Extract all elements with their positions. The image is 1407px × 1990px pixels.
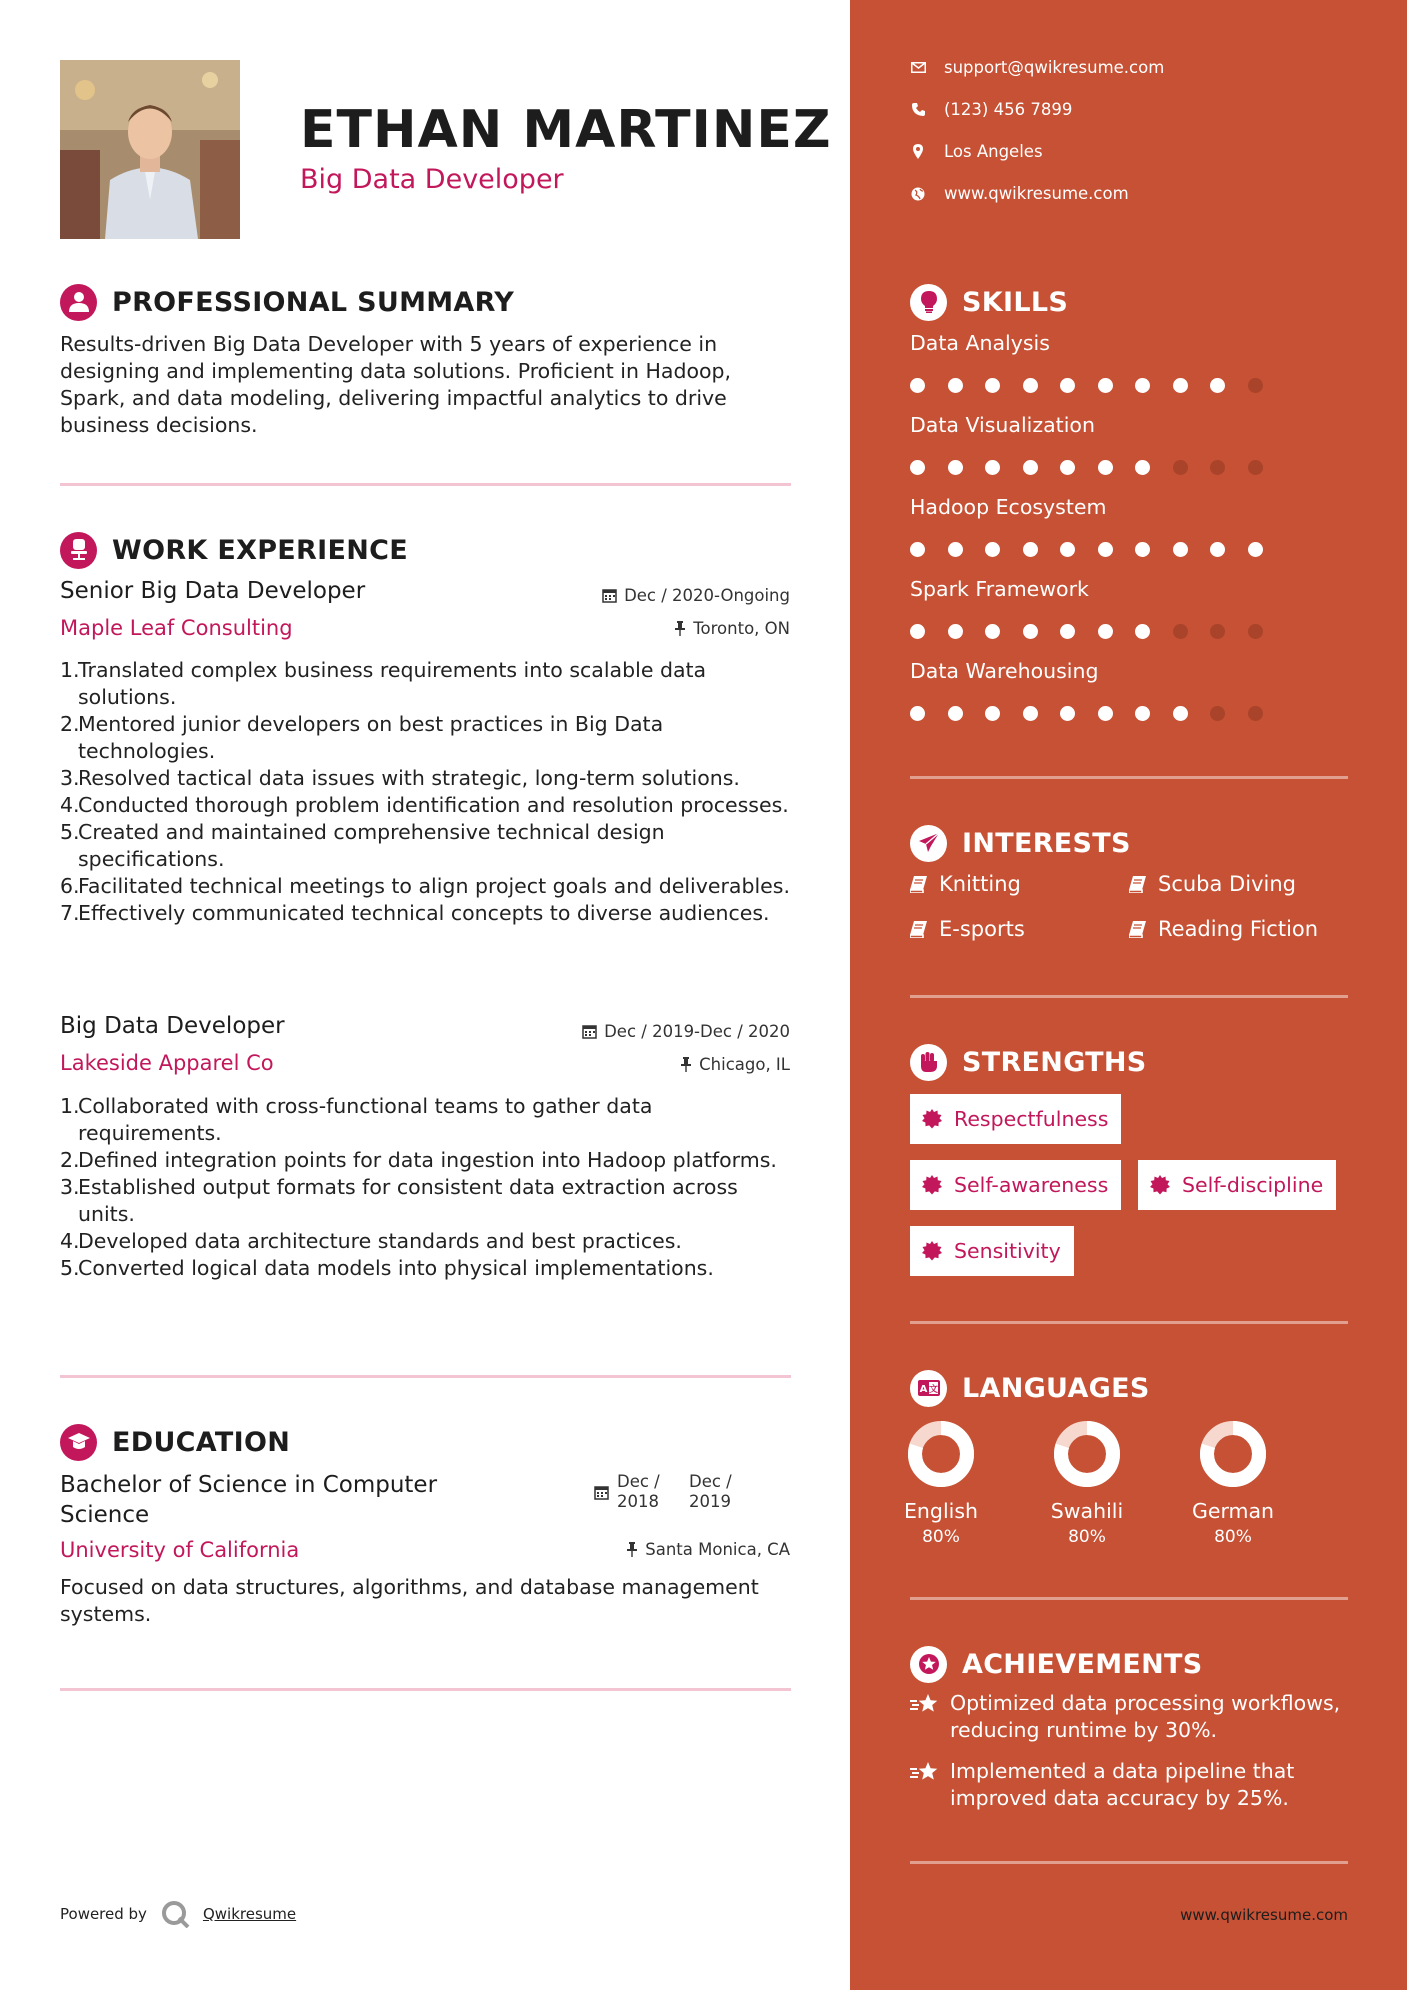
achievement-item (910, 1690, 1350, 1744)
user-icon (60, 284, 97, 321)
rating-dot (1248, 542, 1263, 557)
qwikresume-logo-icon (161, 1900, 191, 1928)
interest-label: Scuba Diving (1158, 872, 1296, 896)
languages-section-header (910, 1368, 1150, 1408)
rating-dot (910, 542, 925, 557)
rating-dot (1135, 624, 1150, 639)
skills-title: SKILLS (962, 286, 1069, 318)
interest-label: Reading Fiction (1158, 917, 1319, 941)
interest-item (1129, 872, 1296, 896)
education-dates (594, 1472, 732, 1512)
rating-dot (1098, 706, 1113, 721)
rating-dot (1023, 706, 1038, 721)
badge-icon (1150, 1175, 1170, 1195)
interest-label: E-sports (939, 917, 1025, 941)
job-company: Lakeside Apparel Co (60, 1051, 274, 1075)
rating-dot (1173, 460, 1188, 475)
contact-phone-text: (123) 456 7899 (944, 100, 1073, 119)
badge-icon (922, 1109, 942, 1129)
rating-dot (1248, 378, 1263, 393)
rating-dot (1023, 542, 1038, 557)
contact-location-text: Los Angeles (944, 142, 1043, 161)
rating-dot (948, 542, 963, 557)
job-title: Senior Big Data Developer (60, 578, 366, 604)
skill-name: Data Analysis (910, 331, 1050, 355)
svg-text:文: 文 (928, 1385, 938, 1395)
strength-label: Self-discipline (1182, 1173, 1324, 1197)
summary-section-header (60, 282, 514, 322)
job-location-text: Toronto, ON (693, 619, 790, 638)
rating-dot (985, 542, 1000, 557)
job-date-text: Dec / 2019-Dec / 2020 (604, 1022, 790, 1041)
section-divider (910, 776, 1348, 779)
education-end-year: 2019 (689, 1492, 731, 1511)
rating-dot (1248, 460, 1263, 475)
skill-name: Hadoop Ecosystem (910, 495, 1107, 519)
rating-dot (1098, 460, 1113, 475)
language-item (881, 1421, 1001, 1547)
achievement-item (910, 1758, 1350, 1812)
rating-dot (1210, 624, 1225, 639)
envelope-icon (910, 62, 926, 73)
task-item: Collaborated with cross-functional teams to gather data requirements. (78, 1094, 653, 1145)
work-section-header (60, 530, 408, 570)
skills-section-header (910, 282, 1068, 322)
education-title: EDUCATION (112, 1426, 291, 1458)
summary-text: Results-driven Big Data Developer with 5 years of experience in designing and implementing data solutions. Proficient in Hadoop, Spark, and data modeling, delivering impactful analytics to drive business decisions. (60, 332, 732, 437)
degree-title-line: Bachelor of Science in Computer (60, 1472, 438, 1498)
job-date (602, 586, 790, 605)
footer-site[interactable]: www.qwikresume.com (1180, 1906, 1348, 1924)
rating-dot (910, 378, 925, 393)
skill-rating (910, 460, 1285, 475)
rating-dot (985, 706, 1000, 721)
skill-name: Data Visualization (910, 413, 1095, 437)
rating-dot (1023, 624, 1038, 639)
language-gauge (1054, 1421, 1120, 1487)
language-name: German (1191, 1499, 1275, 1523)
skill-rating (910, 542, 1285, 557)
badge-icon (922, 1241, 942, 1261)
calendar-icon (582, 1024, 597, 1039)
job-date-text: Dec / 2020-Ongoing (624, 586, 790, 605)
phone-icon (910, 103, 926, 116)
section-divider (60, 1375, 791, 1378)
rating-dot (1135, 460, 1150, 475)
lightbulb-icon (910, 284, 947, 321)
fast-star-icon (910, 1693, 940, 1717)
job-company: Maple Leaf Consulting (60, 616, 293, 640)
rating-dot (1210, 378, 1225, 393)
task-item: Conducted thorough problem identification and resolution processes. (78, 793, 789, 817)
interests-section-header (910, 823, 1131, 863)
rating-dot (1060, 542, 1075, 557)
rating-dot (1060, 378, 1075, 393)
fast-star-icon (910, 1761, 940, 1785)
rating-dot (1060, 460, 1075, 475)
section-divider (60, 483, 791, 486)
section-divider (910, 1861, 1348, 1864)
education-location (626, 1540, 790, 1559)
task-item: Defined integration points for data ingestion into Hadoop platforms. (78, 1148, 777, 1172)
rating-dot (1173, 378, 1188, 393)
language-item (1027, 1421, 1147, 1547)
achievement-text: Implemented a data pipeline that improved data accuracy by 25%. (950, 1759, 1295, 1810)
calendar-icon (594, 1485, 609, 1500)
skill-rating (910, 624, 1285, 639)
contact-email-text: support@qwikresume.com (944, 58, 1165, 77)
education-description: Focused on data structures, algorithms, and database management systems. (60, 1575, 759, 1626)
language-name: Swahili (1050, 1499, 1124, 1523)
job-location (680, 1055, 790, 1074)
rating-dot (948, 460, 963, 475)
section-divider (910, 1597, 1348, 1600)
job-location-text: Chicago, IL (699, 1055, 790, 1074)
school-name: University of California (60, 1538, 300, 1562)
svg-text:A: A (919, 1384, 927, 1395)
task-item: Mentored junior developers on best practices in Big Data technologies. (78, 712, 664, 763)
interest-item (910, 917, 1025, 941)
rating-dot (985, 460, 1000, 475)
task-item: Converted logical data models into physical implementations. (78, 1256, 714, 1280)
star-badge-icon (910, 1646, 947, 1683)
rating-dot (1098, 378, 1113, 393)
rating-dot (1173, 542, 1188, 557)
strength-label: Respectfulness (954, 1107, 1109, 1131)
job-task-list (60, 1093, 800, 1282)
section-divider (910, 995, 1348, 998)
rating-dot (1135, 542, 1150, 557)
rating-dot (1098, 542, 1113, 557)
rating-dot (985, 378, 1000, 393)
rating-dot (1135, 378, 1150, 393)
education-start-year: 2018 (617, 1492, 659, 1511)
contact-phone[interactable] (910, 100, 1072, 119)
powered-by (60, 1900, 296, 1928)
rating-dot (1060, 624, 1075, 639)
skill-name: Data Warehousing (910, 659, 1099, 683)
rating-dot (1173, 624, 1188, 639)
book-icon (910, 876, 927, 893)
education-end-month: Dec / (689, 1472, 732, 1491)
candidate-role: Big Data Developer (300, 164, 564, 195)
contact-website-text: www.qwikresume.com (944, 184, 1129, 203)
pin-icon (674, 621, 686, 636)
language-icon (910, 1370, 947, 1407)
job-title: Big Data Developer (60, 1013, 285, 1039)
achievements-section-header (910, 1644, 1203, 1684)
language-name: English (903, 1499, 979, 1523)
contact-email[interactable] (910, 58, 1164, 77)
language-item (1173, 1421, 1293, 1547)
rating-dot (1135, 706, 1150, 721)
achievement-text: Optimized data processing workflows, reducing runtime by 30%. (950, 1691, 1341, 1742)
achievements-title: ACHIEVEMENTS (962, 1648, 1203, 1680)
powered-by-label: Powered by (60, 1905, 147, 1923)
rating-dot (985, 624, 1000, 639)
language-gauge (1200, 1421, 1266, 1487)
chair-icon (60, 532, 97, 569)
section-divider (60, 1688, 791, 1691)
strength-label: Sensitivity (954, 1239, 1061, 1263)
degree-title (60, 1470, 480, 1530)
interests-title: INTERESTS (962, 827, 1131, 859)
rating-dot (1248, 706, 1263, 721)
badge-icon (922, 1175, 942, 1195)
strength-tag (1138, 1160, 1336, 1210)
work-title: WORK EXPERIENCE (112, 534, 408, 566)
book-icon (1129, 921, 1146, 938)
map-marker-icon (910, 144, 926, 159)
skill-name: Spark Framework (910, 577, 1089, 601)
book-icon (1129, 876, 1146, 893)
rating-dot (948, 706, 963, 721)
interest-item (910, 872, 1021, 896)
pin-icon (680, 1057, 692, 1072)
job-location (674, 619, 790, 638)
calendar-icon (602, 588, 617, 603)
rating-dot (910, 624, 925, 639)
strength-label: Self-awareness (954, 1173, 1109, 1197)
strengths-title: STRENGTHS (962, 1046, 1147, 1078)
rating-dot (1210, 460, 1225, 475)
language-gauge (908, 1421, 974, 1487)
task-item: Established output formats for consistent data extraction across units. (78, 1175, 738, 1226)
rating-dot (948, 378, 963, 393)
language-percent: 80% (1068, 1527, 1106, 1547)
rating-dot (1210, 706, 1225, 721)
rating-dot (948, 624, 963, 639)
task-item: Created and maintained comprehensive technical design specifications. (78, 820, 665, 871)
skill-rating (910, 378, 1285, 393)
skill-rating (910, 706, 1285, 721)
graduation-cap-icon (60, 1424, 97, 1461)
paper-plane-icon (910, 825, 947, 862)
contact-website[interactable] (910, 184, 1129, 203)
pin-icon (626, 1542, 638, 1557)
strength-tag (910, 1160, 1121, 1210)
strength-tag (910, 1226, 1074, 1276)
education-start-month: Dec / (617, 1472, 660, 1491)
language-percent: 80% (1214, 1527, 1252, 1547)
languages-title: LANGUAGES (962, 1372, 1150, 1404)
task-item: Effectively communicated technical concepts to diverse audiences. (78, 901, 770, 925)
profile-photo (60, 60, 240, 239)
contact-location (910, 142, 1043, 161)
education-section-header (60, 1422, 290, 1462)
summary-title: PROFESSIONAL SUMMARY (112, 286, 515, 318)
job-date (582, 1022, 790, 1041)
rating-dot (1098, 624, 1113, 639)
rating-dot (910, 460, 925, 475)
sidebar (850, 0, 1407, 1990)
qwikresume-link[interactable]: Qwikresume (202, 1905, 297, 1923)
task-item: Translated complex business requirements into scalable data solutions. (78, 658, 707, 709)
task-item: Resolved tactical data issues with strategic, long-term solutions. (78, 766, 740, 790)
rating-dot (1023, 378, 1038, 393)
language-percent: 80% (922, 1527, 960, 1547)
task-item: Facilitated technical meetings to align project goals and deliverables. (78, 874, 790, 898)
job-task-list (60, 657, 800, 927)
book-icon (910, 921, 927, 938)
rating-dot (910, 706, 925, 721)
interest-label: Knitting (939, 872, 1021, 896)
degree-title-line: Science (60, 1502, 150, 1528)
task-item: Developed data architecture standards and best practices. (78, 1229, 682, 1253)
rating-dot (1060, 706, 1075, 721)
rating-dot (1210, 542, 1225, 557)
rating-dot (1023, 460, 1038, 475)
rating-dot (1248, 624, 1263, 639)
candidate-name: ETHAN MARTINEZ (300, 100, 832, 160)
section-divider (910, 1321, 1348, 1324)
strengths-section-header (910, 1042, 1147, 1082)
education-location-text: Santa Monica, CA (645, 1540, 790, 1559)
interest-item (1129, 917, 1318, 941)
strength-tag (910, 1094, 1121, 1144)
globe-icon (910, 187, 926, 201)
rating-dot (1173, 706, 1188, 721)
fist-icon (910, 1044, 947, 1081)
